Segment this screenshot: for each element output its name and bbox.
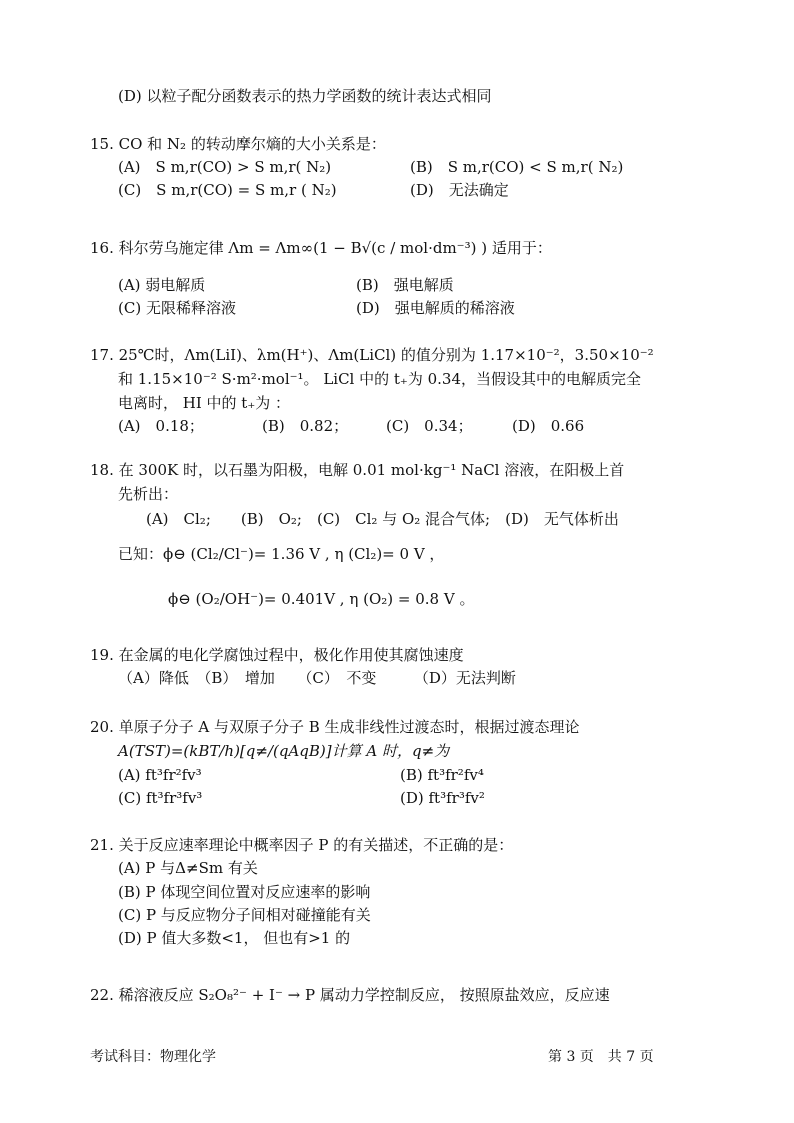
q15-option-d: (D) 无法确定 [410,181,509,199]
q22-stem: 22. 稀溶液反应 S₂O₈²⁻ + I⁻ → P 属动力学控制反应， 按照原盐效应，反应速 [90,986,610,1004]
q17-option-c: (C) 0.34； [386,417,473,435]
q20-option-c: (C) ft³fr³fv³ [118,789,203,807]
q21-option-a: (A) P 与Δ≠Sm 有关 [118,859,258,877]
footer-subject: 考试科目：物理化学 [90,1049,216,1065]
q17-option-a: (A) 0.18； [118,417,204,435]
q16-option-d: (D) 强电解质的稀溶液 [356,299,515,317]
q21-stem: 21. 关于反应速率理论中概率因子 P 的有关描述，不正确的是： [90,836,514,854]
q21-option-c: (C) P 与反应物分子间相对碰撞能有关 [118,906,371,924]
q21-option-b: (B) P 体现空间位置对反应速率的影响 [118,883,371,901]
q20-option-b: (B) ft³fr²fv⁴ [400,766,484,784]
q16-stem: 16. 科尔劳乌施定律 Λm = Λm∞(1 − B√(c / mol·dm⁻³) ) 适用于： [90,239,552,257]
q15-option-b: (B) S m,r(CO) < S m,r( N₂) [410,158,624,176]
q19-stem: 19. 在金属的电化学腐蚀过程中，极化作用使其腐蚀速度 [90,646,464,664]
q15-option-a: (A) S m,r(CO) > S m,r( N₂) [118,158,332,176]
q16-option-a: (A) 弱电解质 [118,276,206,294]
q17-option-b: (B) 0.82； [262,417,349,435]
q20-line-2: A(TST)=(kBT/h)[q≠/(qAqB)]计算 A 时，q≠为 [118,742,450,760]
q17-line-3: 电离时， HI 中的 t₊为 ： [118,394,291,412]
q17-option-d: (D) 0.66 [512,417,585,435]
q20-option-a: (A) ft³fr²fv³ [118,766,202,784]
footer-page-number: 第 3 页 共 7 页 [548,1049,654,1065]
q15-option-c: (C) S m,r(CO) = S m,r ( N₂) [118,181,337,199]
q18-known-1: 已知：ϕ⊖ (Cl₂/Cl⁻)= 1.36 V , η (Cl₂)= 0 V ， [118,545,445,563]
q17-line-1: 17. 25℃时，Λm(LiI)、λm(H⁺)、Λm(LiCl) 的值分别为 1.17×10⁻²，3.50×10⁻² [90,346,654,364]
q20-option-d: (D) ft³fr³fv² [400,789,485,807]
q19-options: （A）降低 （B） 增加 （C） 不变 （D）无法判断 [118,669,516,687]
q17-line-2: 和 1.15×10⁻² S·m²·mol⁻¹。 LiCl 中的 t₊为 0.34，当假设其中的电解质完全 [118,370,642,388]
q18-line-1: 18. 在 300K 时，以石墨为阳极，电解 0.01 mol·kg⁻¹ NaCl 溶液，在阳极上首 [90,461,625,479]
q20-line-1: 20. 单原子分子 A 与双原子分子 B 生成非线性过渡态时，根据过渡态理论 [90,718,580,736]
q18-known-2: ϕ⊖ (O₂/OH⁻)= 0.401V , η (O₂) = 0.8 V 。 [168,590,475,608]
q14-option-d: (D) 以粒子配分函数表示的热力学函数的统计表达式相同 [118,87,492,105]
q18-line-2: 先析出： [118,485,179,503]
q16-option-c: (C) 无限稀释溶液 [118,299,236,317]
q21-option-d: (D) P 值大多数<1， 但也有>1 的 [118,929,351,947]
q15-stem: 15. CO 和 N₂ 的转动摩尔熵的大小关系是： [90,135,386,153]
q18-options: (A) Cl₂; (B) O₂; (C) Cl₂ 与 O₂ 混合气体; (D) 无气体析出 [146,510,619,528]
q16-option-b: (B) 强电解质 [356,276,454,294]
